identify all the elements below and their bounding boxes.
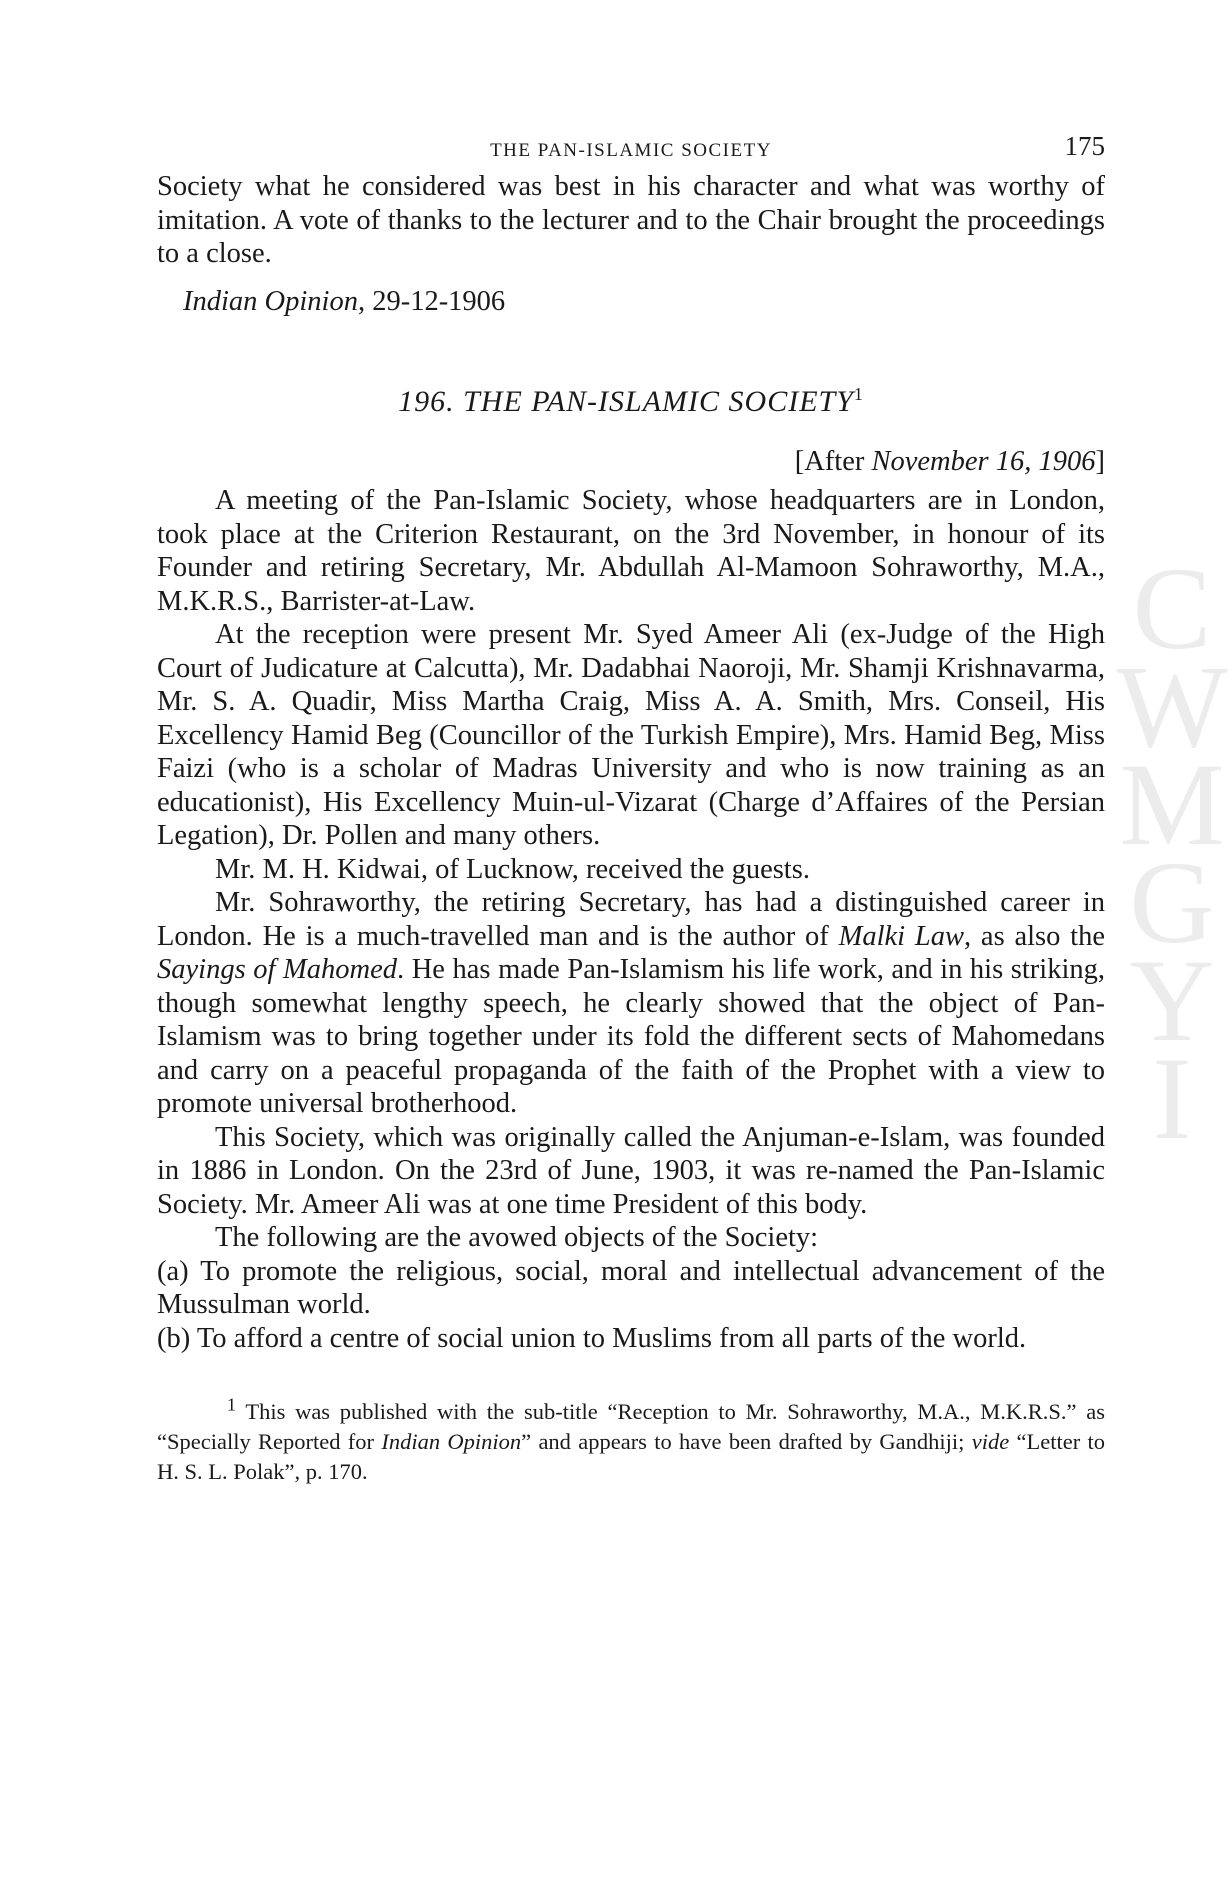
- object-item-a: (a) To promote the religious, social, moral and intellectual advancement of the Mussulman world.: [157, 1255, 1105, 1321]
- footnote-italic-1: Indian Opinion: [381, 1429, 522, 1455]
- footnote-text-b: ” and appears to have been drafted by Gandhiji;: [521, 1429, 972, 1455]
- title-footnote-marker: 1: [853, 383, 864, 404]
- p4-text-b: , as also the: [964, 920, 1105, 952]
- section-title: [157, 384, 1105, 420]
- citation-date: , 29-12-1906: [357, 285, 506, 317]
- object-item-b: (b) To afford a centre of social union to Muslims from all parts of the world.: [157, 1322, 1027, 1354]
- footnotes: [157, 1394, 1106, 1487]
- page: [157, 128, 1105, 1487]
- section-title-text: 196. THE PAN-ISLAMIC SOCIETY: [398, 384, 854, 418]
- p4-text-c: . He has made Pan-Islamism his life work, and in his striking, though somewhat lengthy speech, he clearly showed that the object of Pan-Islamism was to bring together under its fold the different sects of Mahomedans and carry on a peaceful propaganda of the faith of the Prophet with a view to promote universal brotherhood.: [157, 954, 1105, 1120]
- citation-source: Indian Opinion: [183, 285, 358, 317]
- footnote-marker: 1: [227, 1394, 236, 1415]
- footnote-text-a: This was published with the sub-title “Reception to Mr. Sohraworthy, M.A., M.K.R.S.” as “Specially Reported for: [157, 1399, 1105, 1455]
- footnote-1: [157, 1394, 1106, 1487]
- footnote-italic-2: vide: [971, 1429, 1010, 1455]
- p4-book-title-2: Sayings of Mahomed: [157, 954, 397, 986]
- paragraph-objects-intro: The following are the avowed objects of the Society:: [215, 1222, 819, 1254]
- paragraph-history: This Society, which was originally called the Anjuman-e-Islam, was founded in 1886 in London. On the 23rd of June, 1903, it was re-named the Pan-Islamic Society. Mr. Ameer Ali was at one time President of this body.: [157, 1121, 1105, 1220]
- p4-book-title-1: Malki Law: [838, 920, 964, 952]
- dateline-date: November 16, 1906: [871, 446, 1096, 478]
- p4-text-a: Mr. Sohraworthy, the retiring Secretary, has had a distinguished career in London. He is a much-travelled man and is the author of: [157, 887, 1105, 952]
- paragraph-meeting: A meeting of the Pan-Islamic Society, whose headquarters are in London, took place at the Criterion Restaurant, on the 3rd November, in honour of its Founder and retiring Secretary, Mr. Abdullah Al-Mamoon Sohraworthy, M.A., M.K.R.S., Barrister-at-Law.: [157, 485, 1105, 617]
- paragraph-host: Mr. M. H. Kidwai, of Lucknow, received the guests.: [215, 853, 810, 885]
- watermark: CWMG YI: [1116, 543, 1228, 1164]
- dateline-close: ]: [1095, 446, 1105, 478]
- paragraph-sohraworthy: [157, 886, 1105, 1121]
- running-head: THE PAN-ISLAMIC SOCIETY: [490, 140, 772, 161]
- footnote-text-c: “Letter to H. S. L. Polak”, p. 170.: [157, 1429, 1106, 1485]
- closing-paragraph: Society what he considered was best in his character and what was worthy of imitation. A vote of thanks to the lecturer and to the Chair brought the proceedings to a close.: [157, 171, 1105, 269]
- paragraph-attendees: At the reception were present Mr. Syed Ameer Ali (ex-Judge of the High Court of Judicature at Calcutta), Mr. Dadabhai Naoroji, Mr. Shamji Krishnavarma, Mr. S. A. Quadir, Miss Martha Craig, Miss A. A. Smith, Mrs. Conseil, His Excellency Hamid Beg (Councillor of the Turkish Empire), Mrs. Hamid Beg, Miss Faizi (who is a scholar of Madras University and who is now training as an educationist), His Excellency Muin-ul-Vizarat (Charge d’Affaires of the Persian Legation), Dr. Pollen and many others.: [157, 619, 1105, 852]
- source-citation: [183, 285, 1105, 318]
- page-number: 175: [1064, 131, 1105, 161]
- page-header: [157, 128, 1105, 170]
- dateline: [157, 444, 1105, 480]
- dateline-open: [After: [794, 446, 872, 478]
